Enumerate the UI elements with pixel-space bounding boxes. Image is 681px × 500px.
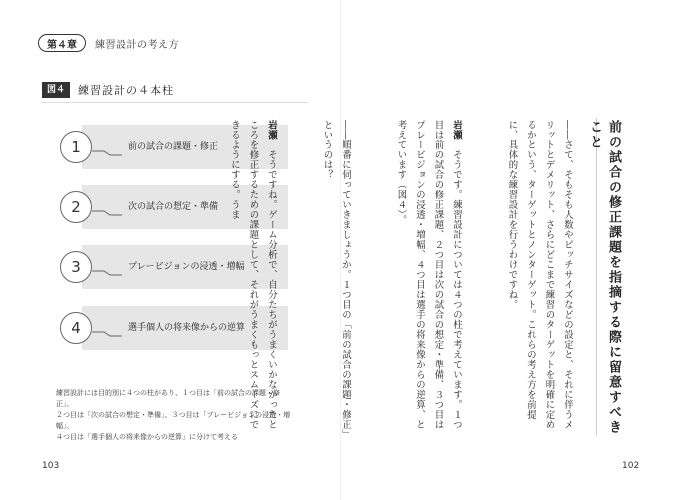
figure-note-line: ４つ目は「選手個人の将来像からの逆算」に分けて考える [56,433,238,441]
pillar-number: 2 [60,191,92,223]
figure-title: 練習設計の４本柱 [78,84,175,97]
pillar-label: 前の試合の課題・修正 [128,142,219,152]
section-heading: 前の試合の修正課題を指摘する際に留意すべきこと [587,120,621,435]
paragraph [391,120,465,438]
figure-label: 図４ [42,82,70,98]
connector-line-icon [92,327,122,337]
chapter-title: 練習設計の考え方 [95,39,179,51]
pillar-label: 次の試合の想定・準備 [128,202,219,212]
paragraph: ――順番に伺っていきましょうか。１つ目の「前の試合の課題・修正」というのは？ [321,120,351,435]
paragraph-text: そうですね。ゲーム分析で、自分たちがうまくいかなかったところを修正するための課題として、それがうまくもっとスムーズにできるようにする。うま [229,120,277,430]
chapter-badge: 第４章 [38,34,86,52]
connector-line-icon [92,266,122,276]
pillar-number: 4 [60,312,92,344]
figure-note-line: 練習設計には目的別に４つの柱があり、１つ目は「前の試合の課題・修正」、 [56,389,280,408]
pillar-label: 選手個人の将来像からの逆算 [128,323,246,333]
pillar-number: 3 [60,251,92,283]
page-number-right: 102 [622,461,640,471]
figure-caption [42,82,174,98]
paragraph-text: そうです。練習設計については４つの柱で考えています。１つ目は前の試合の修正課題、２つ目は次の試合の想定・準備、３つ目はプレービジョンの浸透・増幅、４つ目は選手の将来像からの逆算、と考えています（図４）。 [395,120,462,430]
connector-line-icon [92,146,122,156]
pillar-number: 1 [60,131,92,163]
figure-note-line: ２つ目は「次の試合の想定・準備」、３つ目は「プレービジョンの浸透・増幅」、 [56,411,291,430]
speaker-name: 岩瀬 [451,120,462,140]
paragraph [225,120,281,438]
paragraph: ――さて、そもそも人数やピッチサイズなどの設定と、それに伴うメリットとデメリット、さらにどこまで練習のターゲットを明確に定めるかという、ターゲットとノンターゲット。これらの考え方を前提に、具体的な練習設計を行うわけですね。 [506,120,573,430]
pillar-label: プレービジョンの浸透・増幅 [128,262,245,272]
figure-divider [42,102,308,103]
page-number-left: 103 [42,461,60,471]
body-text [206,120,613,438]
speaker-name: 岩瀬 [266,120,277,140]
connector-line-icon [92,206,122,216]
chapter-header [38,33,179,53]
